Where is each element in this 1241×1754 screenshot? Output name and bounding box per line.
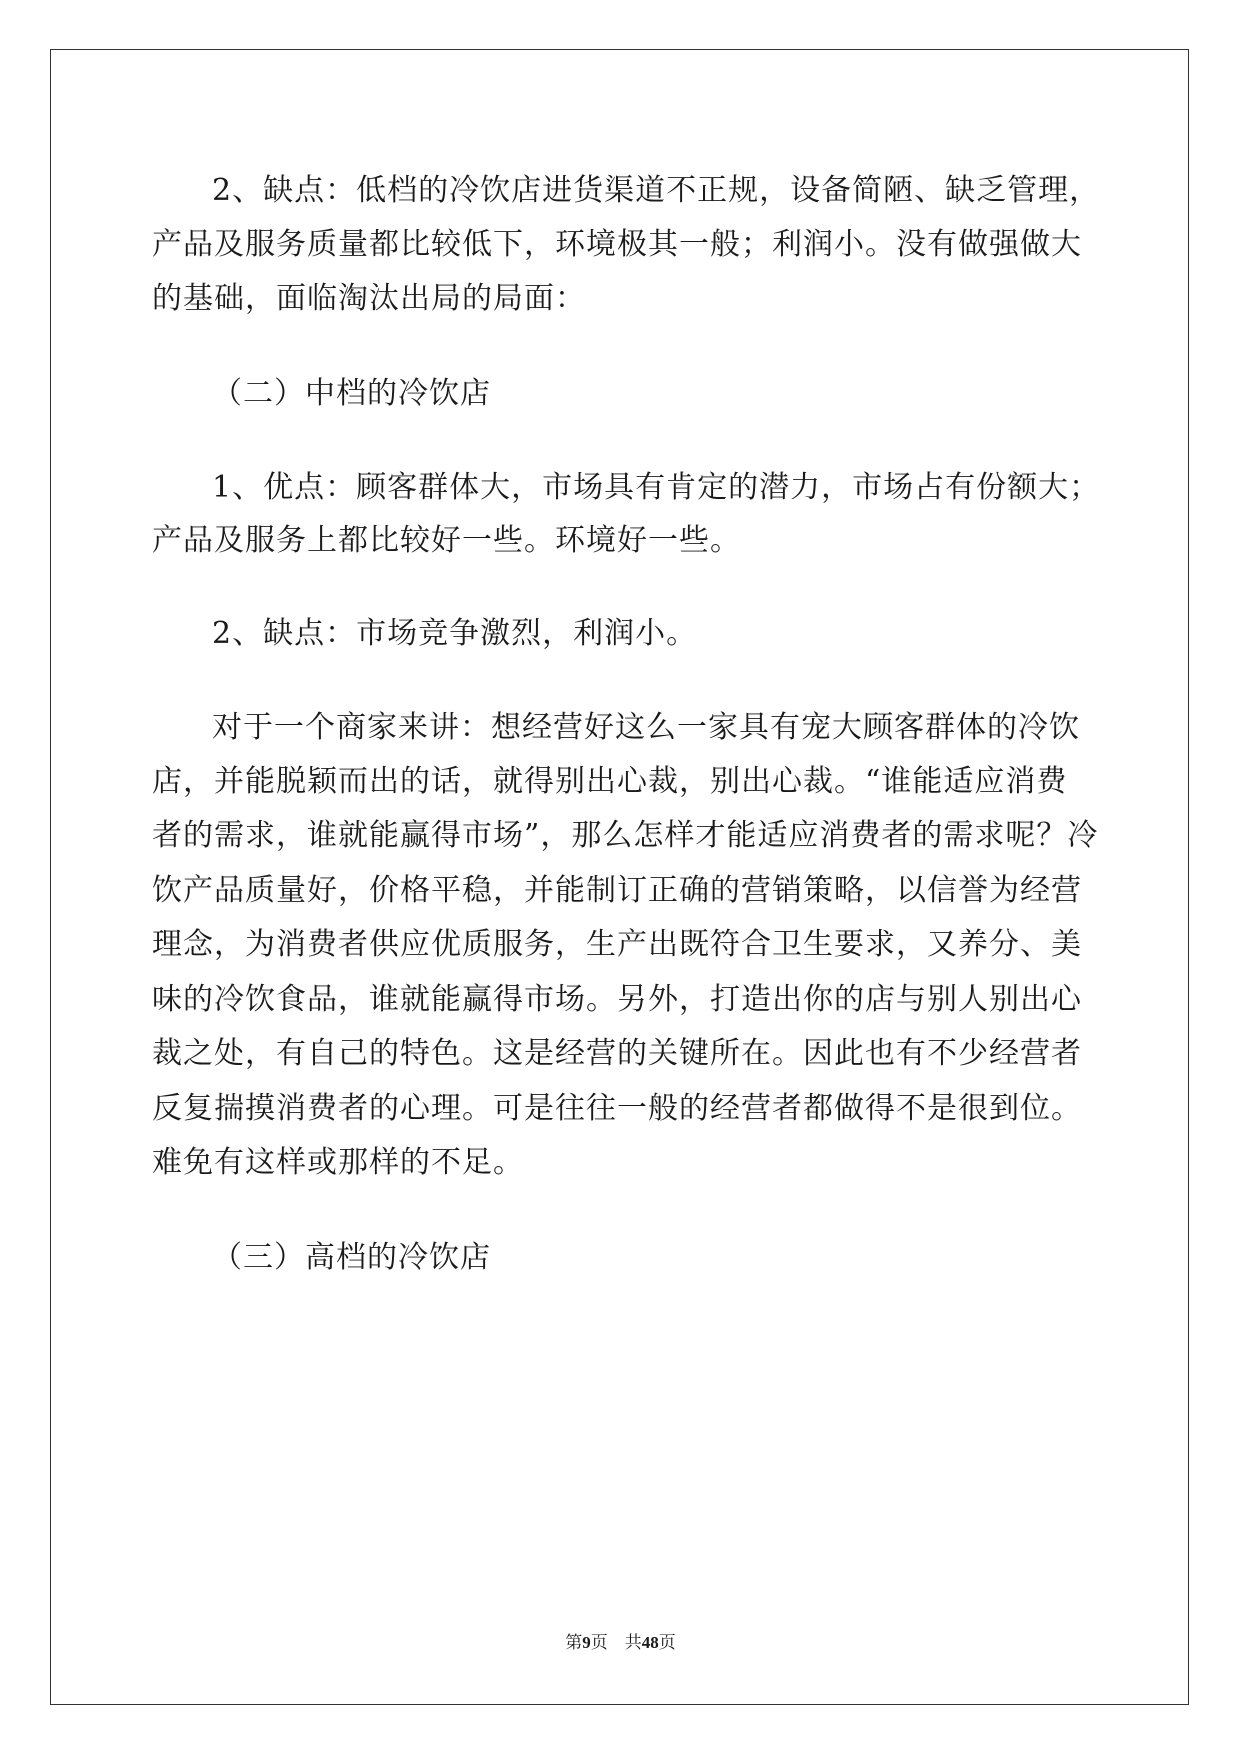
paragraph-line: 1、优点：顾客群体大，市场具有肯定的潜力，市场占有份额大； [212, 470, 1101, 505]
paragraph-line: 的基础，面临淘汰出局的局面： [152, 281, 586, 316]
paragraph-line: 2、缺点：市场竞争激烈，利润小。 [212, 616, 698, 651]
section-heading: （二）中档的冷饮店 [212, 376, 491, 411]
footer-page-number: 9 [582, 1633, 591, 1652]
footer-page-prefix: 第 [565, 1633, 583, 1652]
paragraph-line: 裁之处，有自己的特色。这是经营的关键所在。因此也有不少经营者 [152, 1036, 1082, 1071]
paragraph-line: 2、缺点：低档的冷饮店进货渠道不正规，设备简陋、缺乏管理， [212, 173, 1101, 208]
paragraph-line: 饮产品质量好，价格平稳，并能制订正确的营销策略，以信誉为经营 [152, 873, 1082, 908]
section-heading: （三）高档的冷饮店 [212, 1240, 491, 1275]
footer-total-suffix: 页 [658, 1633, 676, 1652]
paragraph-line: 者的需求，谁就能赢得市场”，那么怎样才能适应消费者的需求呢？冷 [152, 818, 1099, 853]
paragraph-line: 店，并能脱颖而出的话，就得别出心裁，别出心裁。“谁能适应消费 [152, 764, 1068, 799]
footer-total-number: 48 [641, 1633, 659, 1652]
paragraph-line: 反复揣摸消费者的心理。可是往往一般的经营者都做得不是很到位。 [152, 1091, 1082, 1126]
paragraph-line: 产品及服务上都比较好一些。环境好一些。 [152, 523, 741, 558]
paragraph-line: 味的冷饮食品，谁就能赢得市场。另外，打造出你的店与别人别出心 [152, 982, 1082, 1017]
footer-page-suffix: 页 [590, 1633, 608, 1652]
paragraph-line: 产品及服务质量都比较低下，环境极其一般；利润小。没有做强做大 [152, 227, 1082, 262]
paragraph-line: 对于一个商家来讲：想经营好这么一家具有宠大顾客群体的冷饮 [212, 710, 1080, 745]
paragraph-line: 理念，为消费者供应优质服务，生产出既符合卫生要求，又养分、美 [152, 927, 1082, 962]
page-footer [0, 1632, 1241, 1654]
footer-total-prefix: 共 [624, 1633, 642, 1652]
paragraph-line: 难免有这样或那样的不足。 [152, 1145, 524, 1180]
